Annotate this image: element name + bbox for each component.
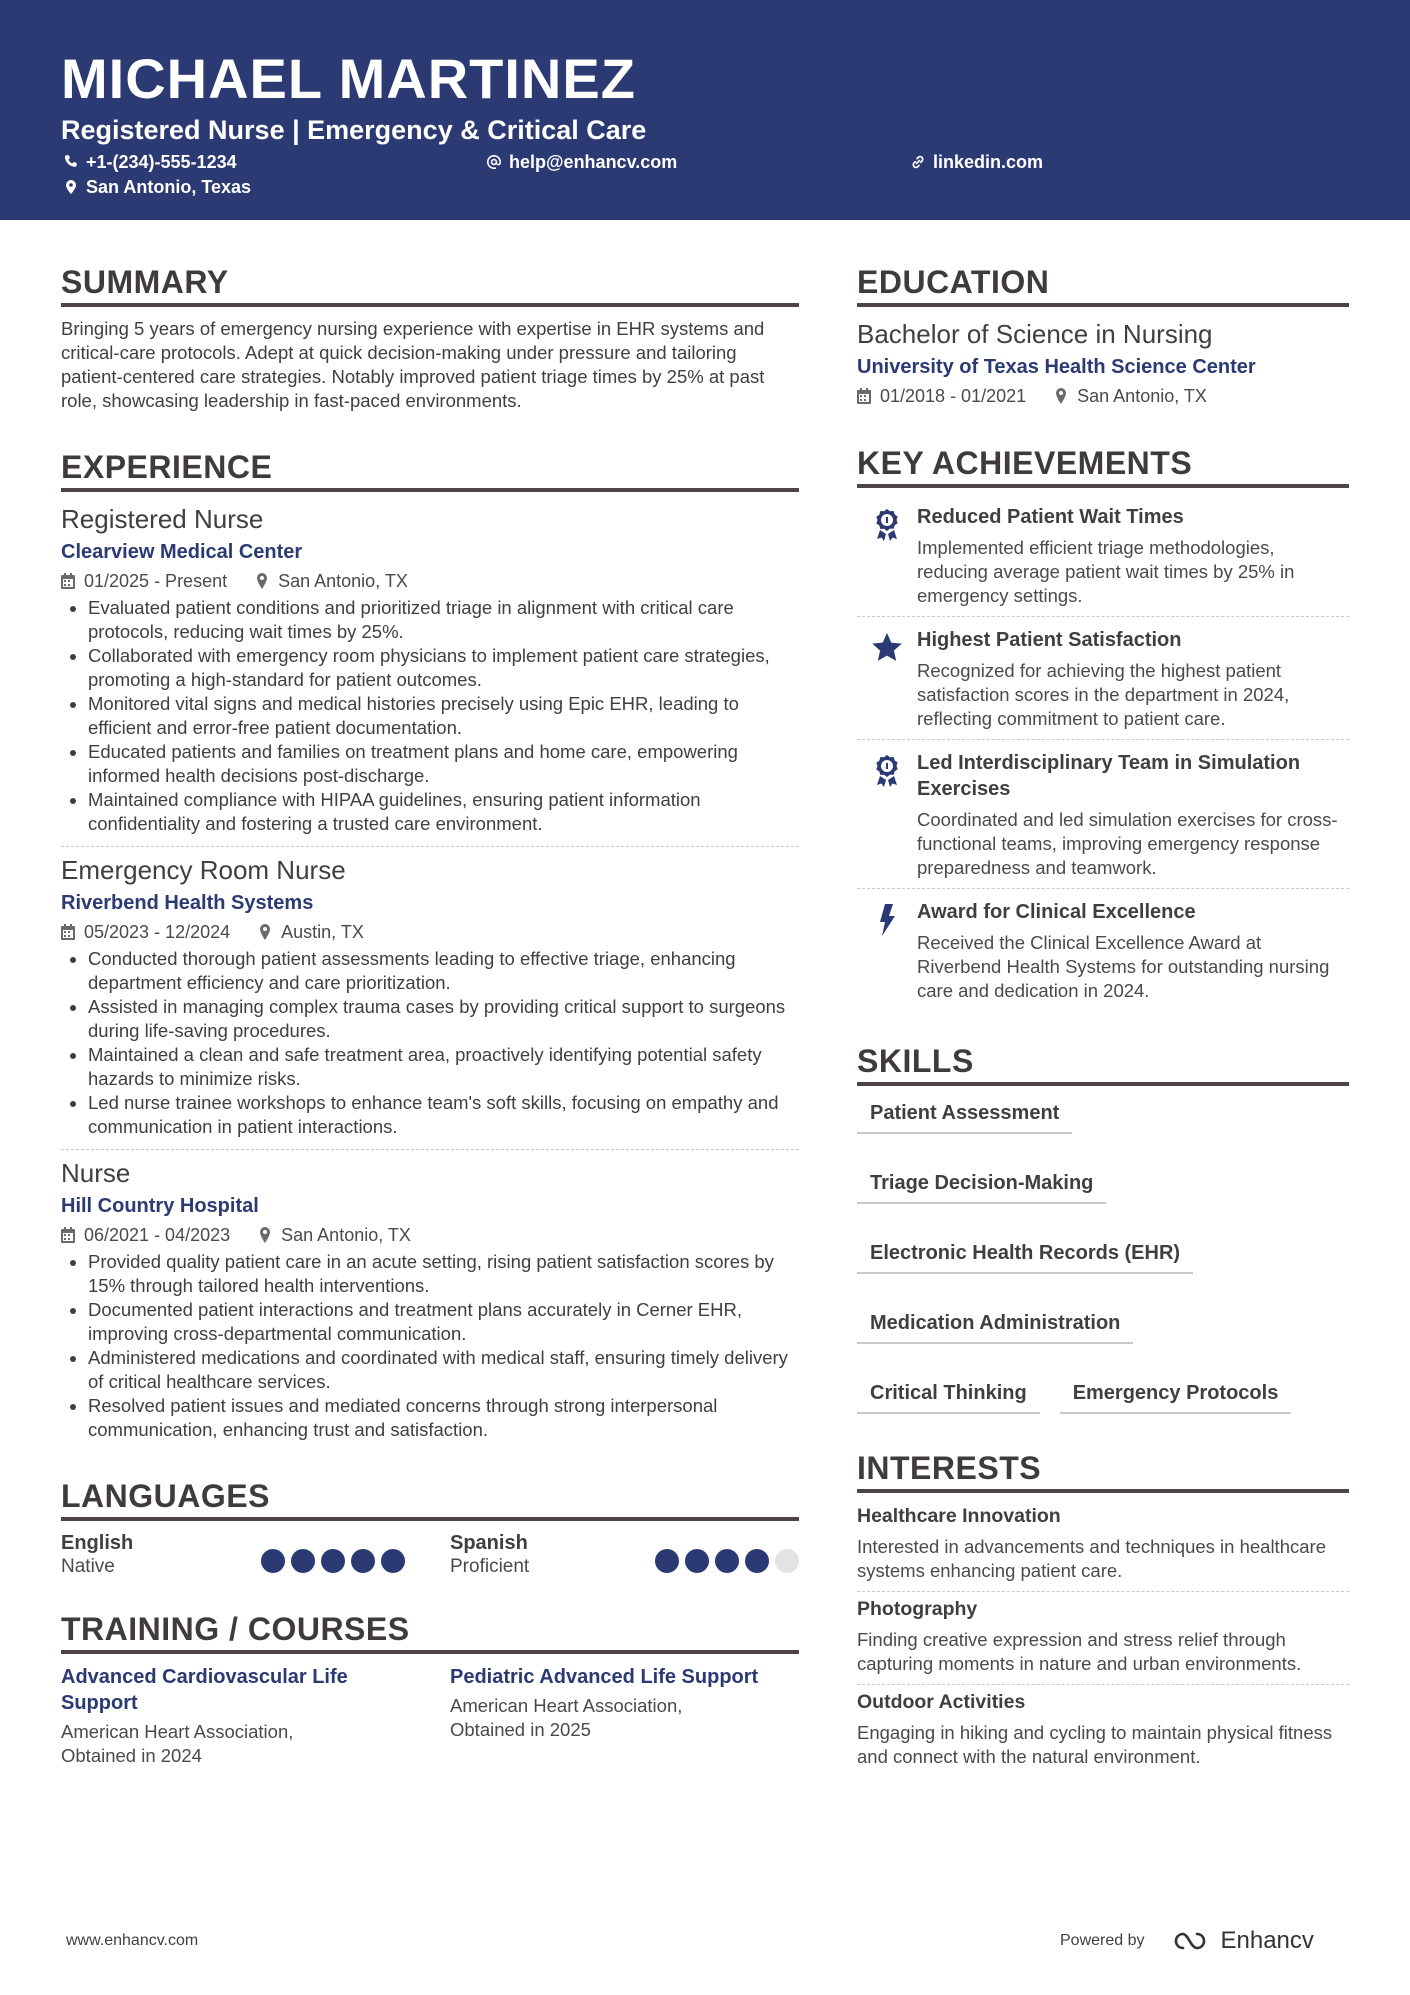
summary-text: Bringing 5 years of emergency nursing experience with expertise in EHR systems and critical-care protocols. Adept at quick decision-making under pressure and tailoring patient-centered care strategies. Notably improved patient triage times by 25% at past role, showcasing leadership in fast-paced environments. [61,318,765,411]
job-entry [61,502,799,836]
interest-title: Photography [857,1598,978,1620]
education-dates: 01/2018 - 01/2021 [880,386,1027,406]
achievement-item [857,621,1349,739]
brand-name: Enhancv [1220,1927,1314,1954]
achievement-title: Led Interdisciplinary Team in Simulation Exercises [917,752,1301,800]
job-dates: 01/2025 - Present [84,571,228,591]
interest-text: Engaging in hiking and cycling to maintain physical fitness and connect with the natural environment. [857,1722,1333,1767]
job-company: Hill Country Hospital [61,1195,259,1217]
skills-heading: SKILLS [857,1041,1349,1086]
achievement-item [857,893,1349,1011]
job-role: Registered Nurse [61,504,264,534]
divider [61,846,799,847]
job-role: Nurse [61,1158,131,1188]
location-pin-icon [258,924,272,940]
divider [857,1684,1349,1685]
job-entry [61,853,799,1139]
course-subtitle: American Heart Association, Obtained in 2024 [61,1721,294,1766]
phone-icon [63,154,79,170]
course-title: Pediatric Advanced Life Support [450,1666,759,1688]
course-title: Advanced Cardiovascular Life Support [61,1666,348,1714]
website-contact[interactable] [910,150,1043,174]
right-column [857,262,1349,1769]
phone-text: +1-(234)-555-1234 [86,152,237,172]
job-meta [61,1222,799,1248]
job-company: Clearview Medical Center [61,541,303,563]
rating-dot [685,1549,709,1573]
skill-tag: Medication Administration [857,1310,1133,1344]
rating-dot [775,1549,799,1573]
job-bullet: • Resolved patient issues and mediated concerns through strong interpersonal communication, enhancing trust and satisfaction. [88,1394,799,1442]
language-level: Native [61,1556,115,1577]
course-subtitle: American Heart Association, Obtained in 2025 [450,1695,683,1740]
job-dates: 05/2023 - 12/2024 [84,922,231,942]
link-icon [910,154,926,170]
job-bullets [61,596,799,836]
location-pin-icon [255,573,269,589]
interest-item [857,1689,1349,1769]
location-contact [63,175,251,199]
divider [857,739,1349,740]
rating-dot [321,1549,345,1573]
calendar-icon [61,924,75,940]
job-location-text: Austin, TX [281,922,364,942]
course-item [61,1664,450,1768]
at-sign-icon [486,154,502,170]
interest-title: Outdoor Activities [857,1691,1026,1713]
rating-dot [655,1549,679,1573]
job-bullet: • Monitored vital signs and medical histories precisely using Epic EHR, leading to efficient and error-free patient documentation. [88,692,799,740]
location-pin-icon [1054,388,1068,404]
powered-by-label: Powered by [1060,1932,1145,1949]
training-heading: TRAINING / COURSES [61,1609,799,1654]
job-bullet: • Maintained a clean and safe treatment area, proactively identifying potential safety hazards to minimize risks. [88,1043,799,1091]
language-name: English [61,1532,134,1554]
left-column [61,262,799,1768]
job-bullet: • Documented patient interactions and treatment plans accurately in Cerner EHR, improving cross-departmental communication. [88,1298,799,1346]
award-ribbon-icon [871,754,903,788]
skill-tag: Critical Thinking [857,1380,1040,1414]
achievements-heading: KEY ACHIEVEMENTS [857,443,1349,488]
calendar-icon [857,388,871,404]
email-text: help@enhancv.com [509,152,678,172]
award-ribbon-icon [871,508,903,542]
phone-contact[interactable] [63,150,237,174]
calendar-icon [61,573,75,589]
skills-list [857,1100,1349,1414]
job-bullets [61,1250,799,1442]
interest-title: Healthcare Innovation [857,1505,1061,1527]
achievement-text: Recognized for achieving the highest patient satisfaction scores in the department in 2024, reflecting commitment to patient care. [917,660,1290,729]
course-item [450,1664,799,1768]
job-bullet: • Led nurse trainee workshops to enhance team's soft skills, focusing on empathy and communication in patient interactions. [88,1091,799,1139]
rating-dot [745,1549,769,1573]
achievement-title: Reduced Patient Wait Times [917,506,1184,528]
interest-text: Finding creative expression and stress relief through capturing moments in nature and urban environments. [857,1629,1302,1674]
job-bullet: • Provided quality patient care in an acute setting, rising patient satisfaction scores by 15% through tailored health interventions. [88,1250,799,1298]
job-bullet: • Conducted thorough patient assessments leading to effective triage, enhancing department efficiency and care prioritization. [88,947,799,995]
achievement-text: Implemented efficient triage methodologies, reducing average patient wait times by 25% in emergency settings. [917,537,1295,606]
achievement-text: Coordinated and led simulation exercises for cross-functional teams, improving emergency response preparedness and teamwork. [917,809,1338,878]
achievement-text: Received the Clinical Excellence Award at Riverbend Health Systems for outstanding nursing care and dedication in 2024. [917,932,1330,1001]
skill-tag: Electronic Health Records (EHR) [857,1240,1193,1274]
skill-tag: Emergency Protocols [1060,1380,1292,1414]
job-bullet: • Maintained compliance with HIPAA guidelines, ensuring patient information confidentiality and fostering a trusted care environment. [88,788,799,836]
job-location [255,568,408,594]
courses-list [61,1664,799,1768]
achievement-title: Highest Patient Satisfaction [917,629,1182,651]
enhancv-logo-icon [1171,1928,1217,1954]
education-meta [857,383,1349,409]
footer-branding [1060,1927,1314,1955]
job-entry [61,1156,799,1442]
education-heading: EDUCATION [857,262,1349,307]
divider [857,616,1349,617]
job-meta [61,919,799,945]
star-icon [871,631,903,665]
skill-tag: Patient Assessment [857,1100,1072,1134]
language-name: Spanish [450,1532,528,1554]
interest-text: Interested in advancements and techniques in healthcare systems enhancing patient care. [857,1536,1326,1581]
interests-heading: INTERESTS [857,1448,1349,1493]
job-meta [61,568,799,594]
interest-item [857,1503,1349,1583]
divider [857,1591,1349,1592]
language-item [61,1531,450,1579]
education-location [1054,383,1207,409]
skill-tag: Triage Decision-Making [857,1170,1106,1204]
interest-item [857,1596,1349,1676]
job-role: Emergency Room Nurse [61,855,346,885]
resume-header [0,0,1410,220]
job-location-text: San Antonio, TX [278,571,408,591]
candidate-name: MICHAEL MARTINEZ [61,47,636,110]
job-location [258,919,364,945]
rating-dot [715,1549,739,1573]
language-item [450,1531,799,1579]
job-bullet: • Educated patients and families on treatment plans and home care, empowering informed health decisions post-discharge. [88,740,799,788]
location-pin-icon [258,1227,272,1243]
job-bullet: • Collaborated with emergency room physicians to implement patient care strategies, promoting a high-standard for patient outcomes. [88,644,799,692]
language-level: Proficient [450,1556,530,1577]
rating-dot [381,1549,405,1573]
achievement-title: Award for Clinical Excellence [917,901,1196,923]
footer-website[interactable]: www.enhancv.com [66,1932,199,1949]
languages-list [61,1531,799,1579]
lightning-icon [871,903,903,937]
job-bullet: • Evaluated patient conditions and prioritized triage in alignment with critical care protocols, reducing wait times by 25%. [88,596,799,644]
job-company: Riverbend Health Systems [61,892,314,914]
language-rating [261,1549,405,1579]
experience-heading: EXPERIENCE [61,447,799,492]
location-pin-icon [63,179,79,195]
education-school: University of Texas Health Science Center [857,356,1256,378]
divider [61,1149,799,1150]
website-text: linkedin.com [933,152,1044,172]
job-bullet: • Assisted in managing complex trauma cases by providing critical support to surgeons during life-saving procedures. [88,995,799,1043]
rating-dot [261,1549,285,1573]
brand-logo[interactable] [1171,1927,1314,1955]
divider [857,888,1349,889]
language-rating [655,1549,799,1579]
email-contact[interactable] [486,150,677,174]
candidate-title: Registered Nurse | Emergency & Critical Care [61,115,647,145]
achievement-item [857,744,1349,888]
education-degree: Bachelor of Science in Nursing [857,319,1213,349]
calendar-icon [61,1227,75,1243]
job-location-text: San Antonio, TX [281,1225,411,1245]
rating-dot [291,1549,315,1573]
education-location-text: San Antonio, TX [1077,386,1207,406]
location-text: San Antonio, Texas [86,177,252,197]
languages-heading: LANGUAGES [61,1476,799,1521]
rating-dot [351,1549,375,1573]
job-location [258,1222,411,1248]
job-bullet: • Administered medications and coordinated with medical staff, ensuring timely delivery of critical healthcare services. [88,1346,799,1394]
job-bullets [61,947,799,1139]
job-dates: 06/2021 - 04/2023 [84,1225,231,1245]
achievement-item [857,498,1349,616]
summary-heading: SUMMARY [61,262,799,307]
